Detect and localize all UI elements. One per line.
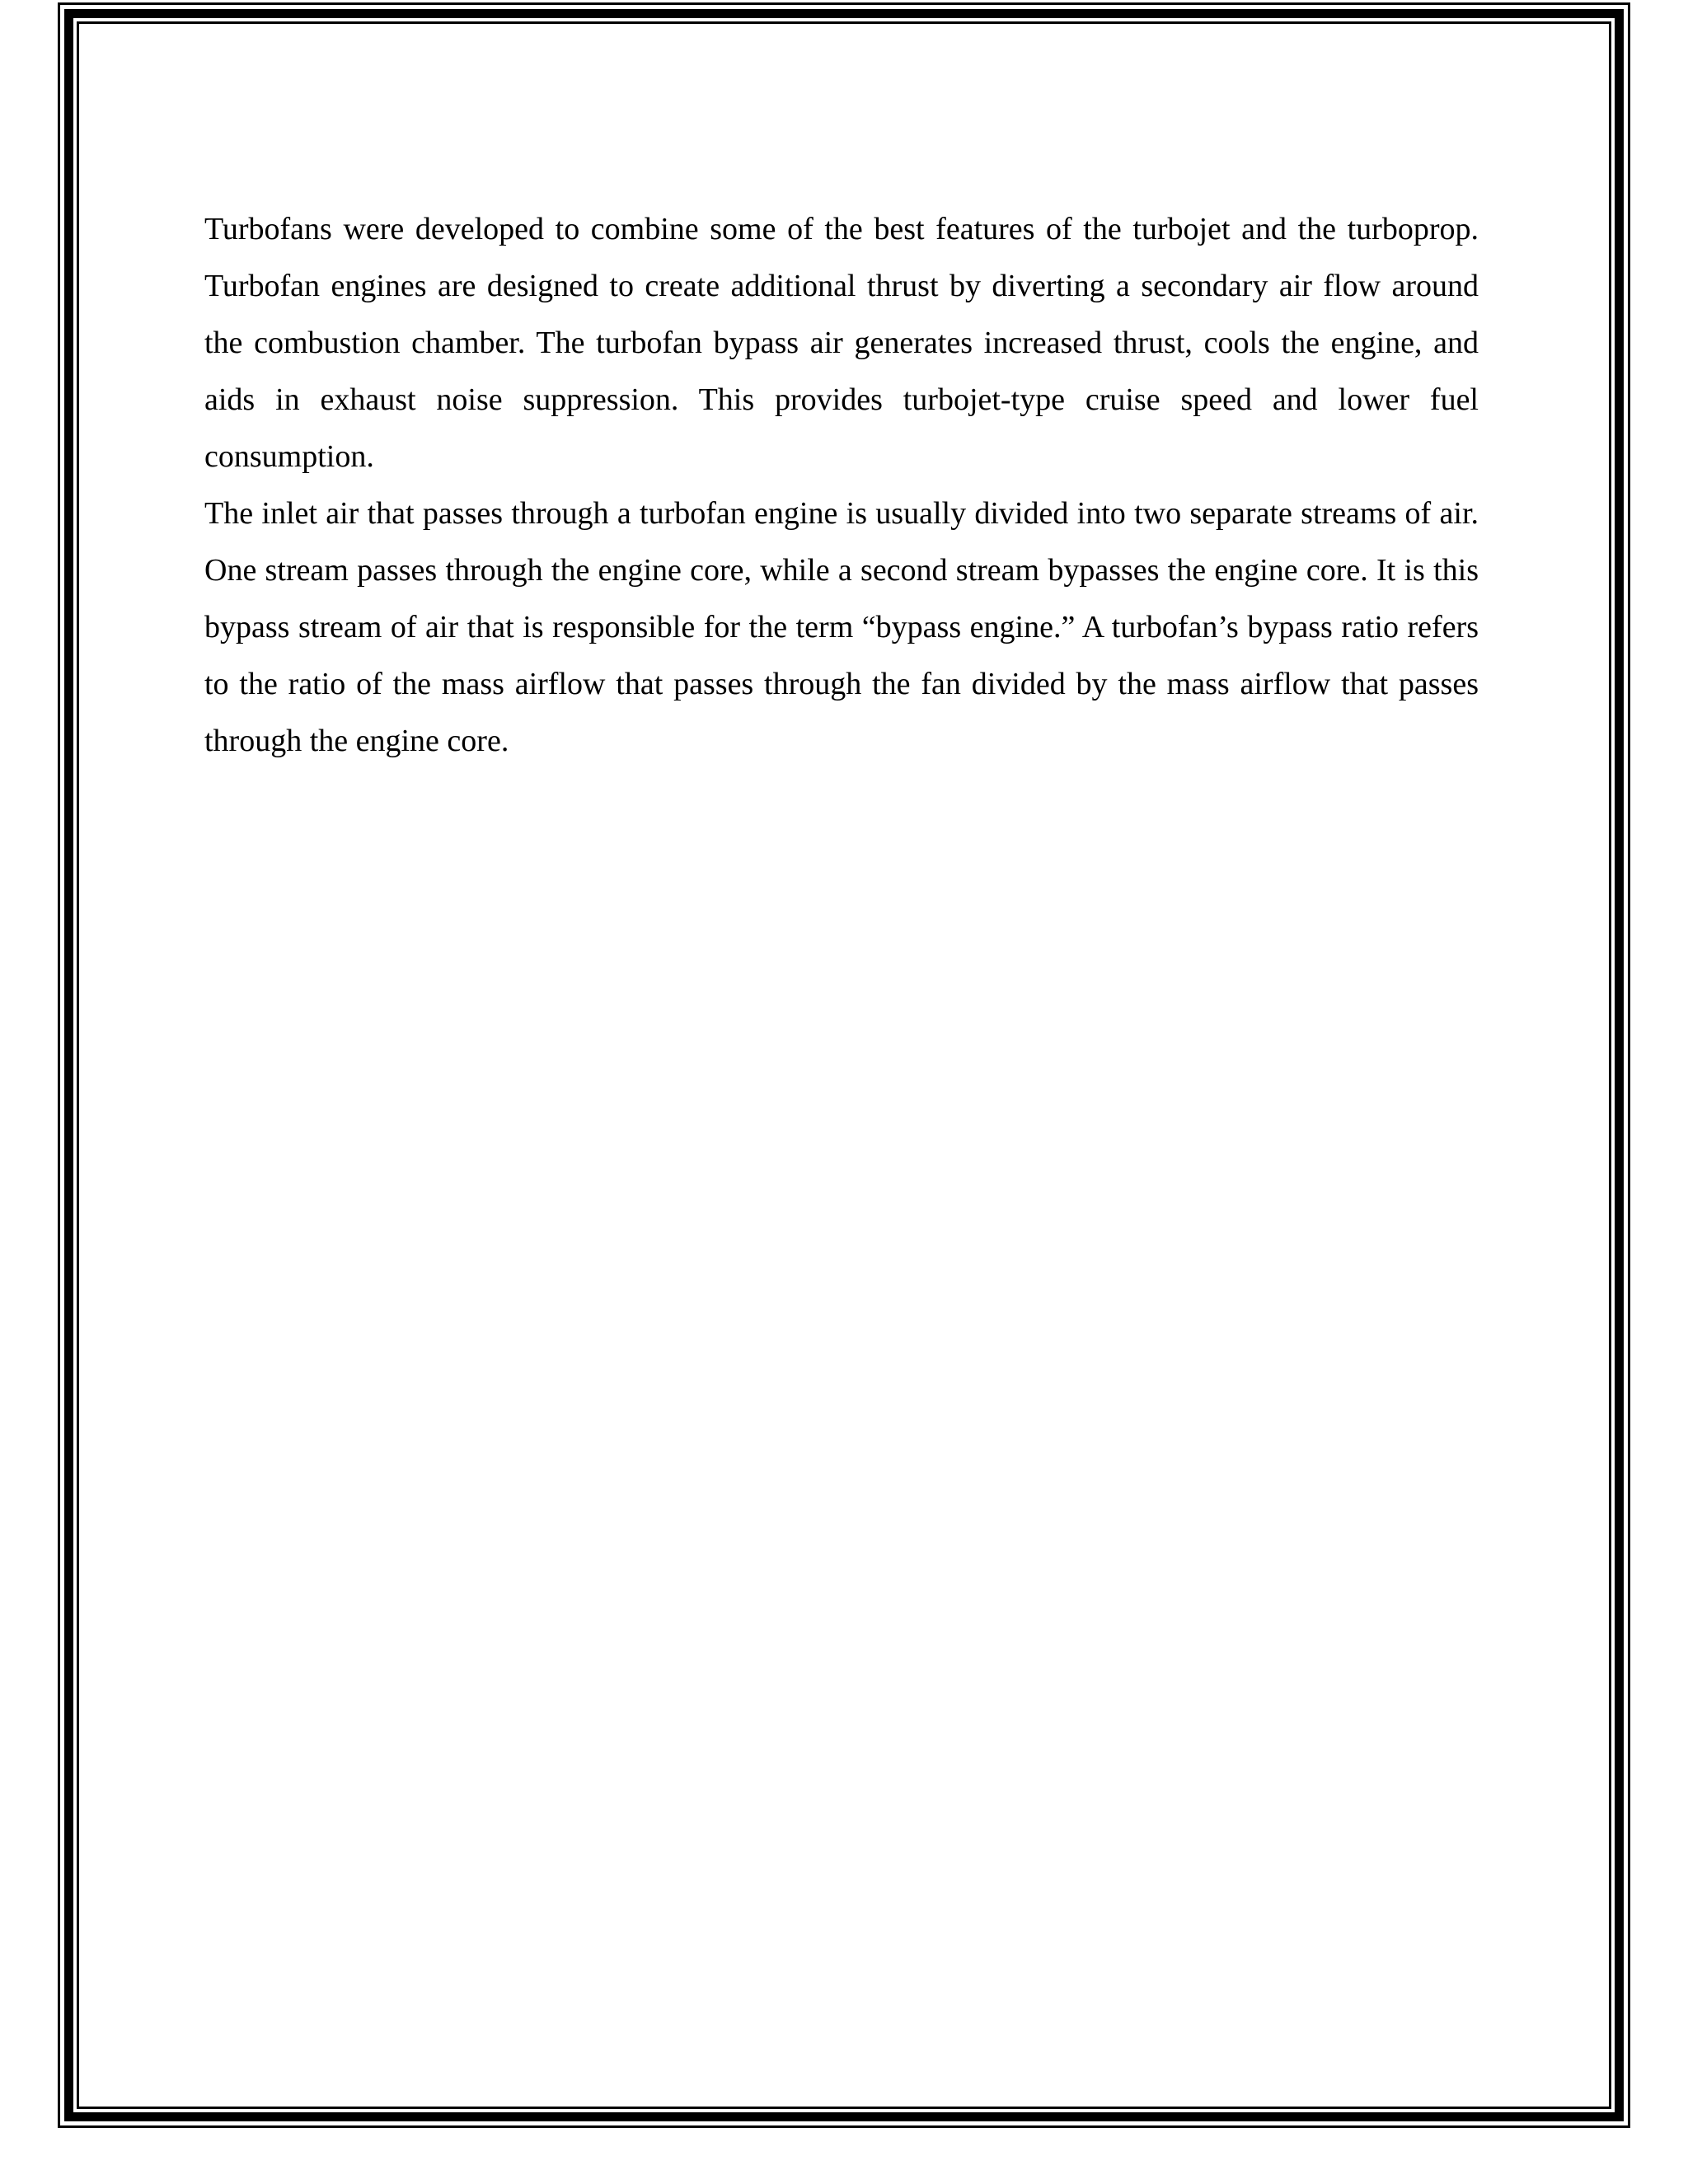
paragraph-bypass-ratio: The inlet air that passes through a turbofan engine is usually divided into two separate streams of air. One stream passes through the engine core, while a second stream bypasses the engine core. It is this bypass stream of air that is responsible for the term “bypass engine.” A turbofan’s bypass ratio refers to the ratio of the mass airflow that passes through the fan divided by the mass airflow that passes through the engine core. bbox=[204, 496, 1479, 758]
document-body bbox=[204, 201, 1479, 770]
paragraph-turbofan-overview: Turbofans were developed to combine some of the best features of the turbojet and the turboprop. Turbofan engines are designed to create additional thrust by diverting a secondary air flow around the combustion chamber. The turbofan bypass air generates increased thrust, cools the engine, and aids in exhaust noise suppression. This provides turbojet-type cruise speed and lower fuel consumption. bbox=[204, 212, 1479, 474]
